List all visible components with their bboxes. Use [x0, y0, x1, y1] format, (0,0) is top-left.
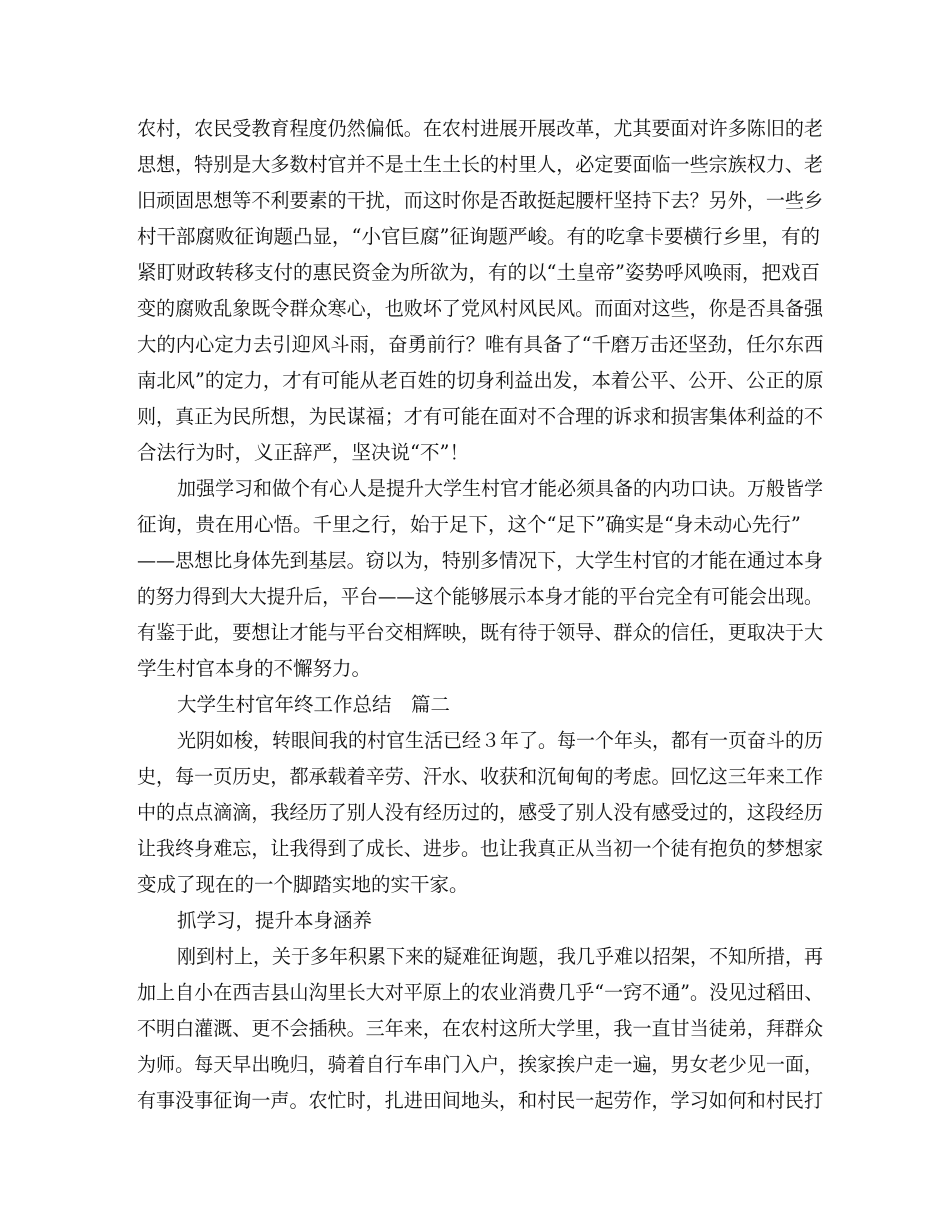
text-line: 村干部腐败征询题凸显，“小官巨腐”征询题严峻。有的吃拿卡要横行乡里，有的 [137, 225, 820, 248]
text-line: 光阴如梭，转眼间我的村官生活已经３年了。每一个年头，都有一页奋斗的历 [177, 729, 824, 752]
text-line: 征询，贵在用心悟。千里之行，始于足下，这个“足下”确实是“身未动心先行” [137, 513, 801, 536]
text-line: 农村，农民受教育程度仍然偏低。在农村进展开展改革，尤其要面对许多陈旧的老 [137, 117, 824, 140]
text-line: 学生村官本身的不懈努力。 [137, 657, 372, 680]
text-line: ——思想比身体先到基层。窃以为，特别多情况下，大学生村官的才能在通过本身 [137, 549, 824, 572]
text-line: 加上自小在西吉县山沟里长大对平原上的农业消费几乎“一窍不通”。没见过稻田、 [137, 981, 824, 1004]
text-line: 刚到村上，关于多年积累下来的疑难征询题，我几乎难以招架，不知所措，再 [177, 945, 824, 968]
text-line: 的努力得到大大提升后，平台——这个能够展示本身才能的平台完全有可能会出现。 [137, 585, 823, 608]
text-line: 加强学习和做个有心人是提升大学生村官才能必须具备的内功口诀。万般皆学 [177, 477, 824, 500]
text-line: 合法行为时，义正辞严，坚决说“不”！ [137, 441, 469, 464]
text-line: 让我终身难忘，让我得到了成长、进步。也让我真正从当初一个徒有抱负的梦想家 [137, 837, 824, 860]
subsection-heading: 抓学习，提升本身涵养 [177, 909, 373, 932]
text-line: 史，每一页历史，都承载着辛劳、汗水、收获和沉甸甸的考虑。回忆这三年来工作 [137, 765, 824, 788]
text-line: 则，真正为民所想，为民谋福；才有可能在面对不合理的诉求和损害集体利益的不 [137, 405, 824, 428]
text-line: 思想，特别是大多数村官并不是土生土长的村里人，必定要面临一些宗族权力、老 [137, 153, 824, 176]
text-line: 有鉴于此，要想让才能与平台交相辉映，既有待于领导、群众的信任，更取决于大 [137, 621, 824, 644]
section-heading: 大学生村官年终工作总结 篇二 [177, 693, 451, 716]
text-line: 紧盯财政转移支付的惠民资金为所欲为，有的以“土皇帝”姿势呼风唤雨，把戏百 [137, 261, 820, 284]
text-line: 变成了现在的一个脚踏实地的实干家。 [137, 873, 469, 896]
text-line: 有事没事征询一声。农忙时，扎进田间地头，和村民一起劳作，学习如何和村民打 [137, 1089, 824, 1112]
text-line: 不明白灌溉、更不会插秧。三年来，在农村这所大学里，我一直甘当徒弟，拜群众 [137, 1017, 824, 1040]
text-line: 大的内心定力去引迎风斗雨，奋勇前行？唯有具备了“千磨万击还坚劲，任尔东西 [137, 333, 824, 356]
text-line: 旧顽固思想等不利要素的干扰，而这时你是否敢挺起腰杆坚持下去？另外，一些乡 [137, 189, 824, 212]
text-line: 为师。每天早出晚归，骑着自行车串门入户，挨家挨户走一遍，男女老少见一面， [137, 1053, 824, 1076]
text-line: 南北风”的定力，才有可能从老百姓的切身利益出发，本着公平、公开、公正的原 [137, 369, 824, 392]
text-line: 中的点点滴滴，我经历了别人没有经历过的，感受了别人没有感受过的，这段经历 [137, 801, 824, 824]
text-line: 变的腐败乱象既令群众寒心，也败坏了党风村风民风。而面对这些，你是否具备强 [137, 297, 824, 320]
